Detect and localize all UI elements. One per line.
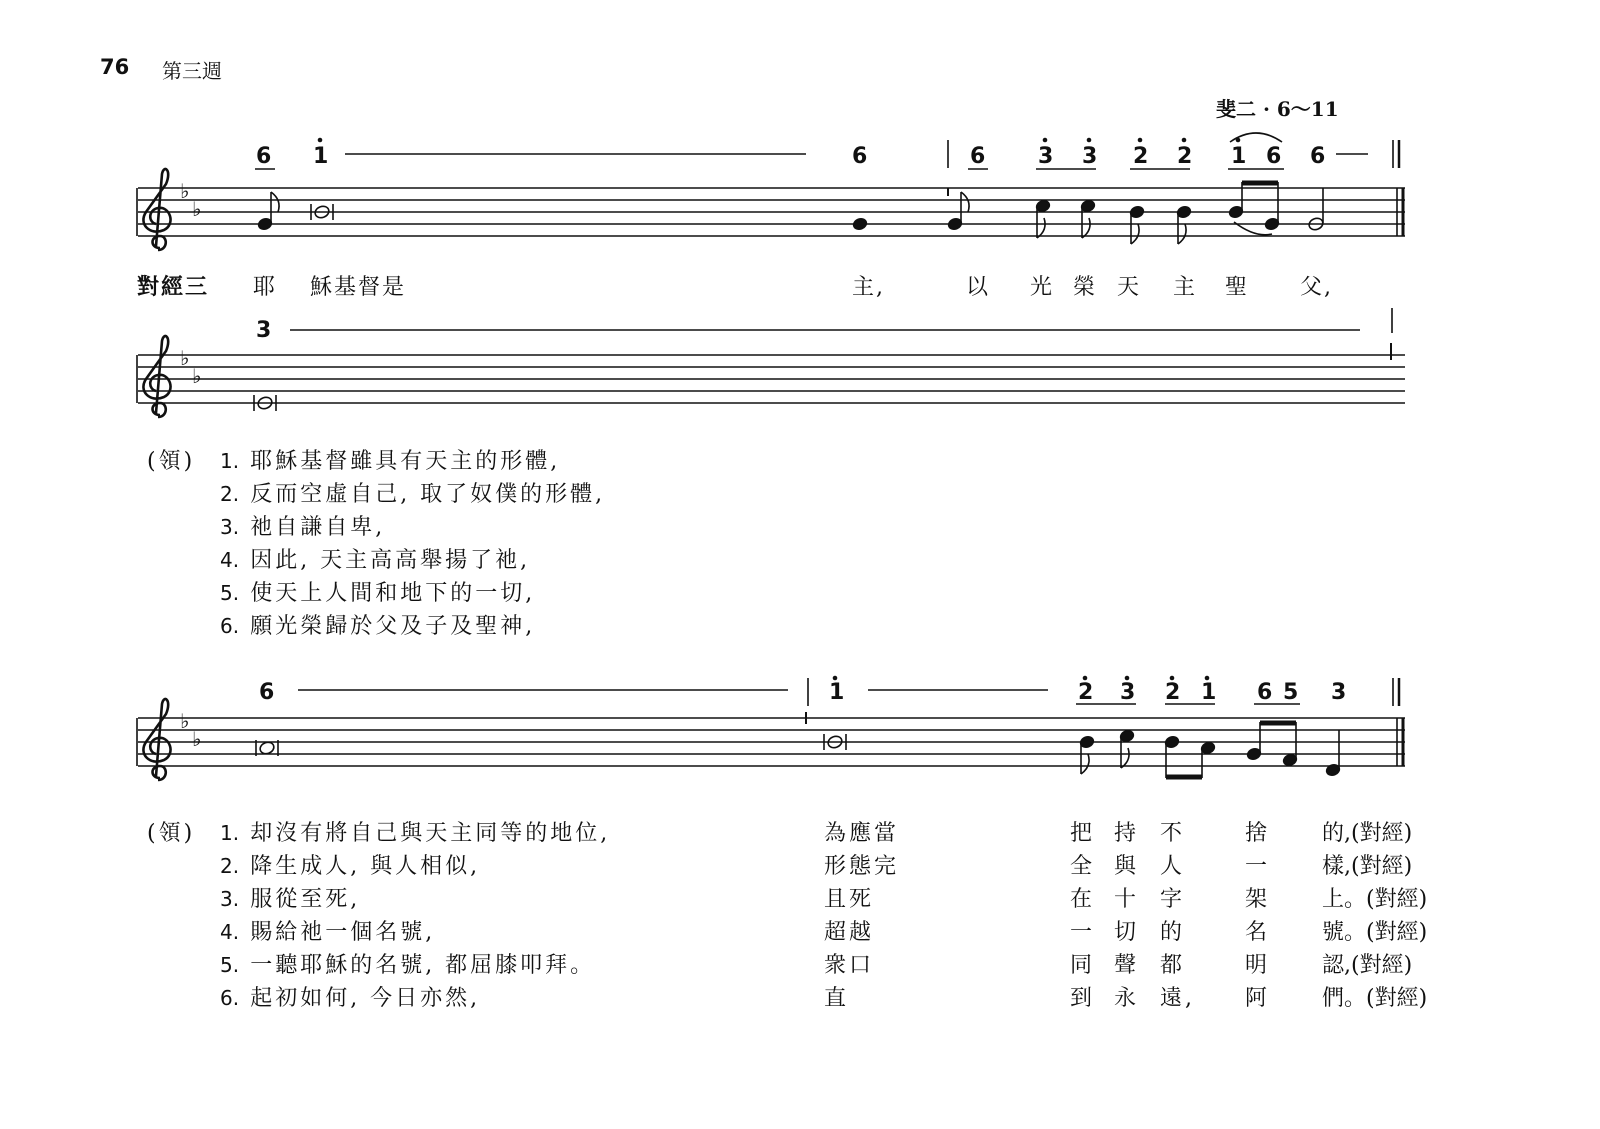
verse-number: 2. bbox=[220, 854, 240, 878]
svg-text:♭: ♭ bbox=[192, 727, 202, 751]
verse-cell: 架 bbox=[1245, 887, 1271, 912]
verse-line bbox=[220, 849, 480, 880]
verse-number: 6. bbox=[220, 614, 240, 638]
verse-mid: 衆口 bbox=[824, 953, 875, 978]
svg-text:♭: ♭ bbox=[180, 709, 190, 733]
verse-cell: 把 bbox=[1070, 821, 1096, 846]
verse-cell: 人 bbox=[1160, 854, 1186, 879]
jianpu-number: 5 bbox=[1283, 680, 1299, 705]
verse-mid: 超越 bbox=[824, 920, 875, 945]
jianpu-number: 6 bbox=[259, 680, 275, 705]
verse-cell: 名 bbox=[1245, 920, 1271, 945]
verse-cell: 的,(對經) bbox=[1322, 821, 1413, 846]
verse-text: 因此, 天主高高舉揚了祂, bbox=[250, 548, 531, 573]
verse-line bbox=[220, 609, 535, 640]
verse-cell: 聲 bbox=[1114, 953, 1140, 978]
verse-cell: 的 bbox=[1160, 920, 1186, 945]
verse-text: 祂自謙自卑, bbox=[250, 515, 386, 540]
verse-mid: 形態完 bbox=[824, 854, 900, 879]
verse-cell: 在 bbox=[1070, 887, 1096, 912]
jianpu-number: 6 bbox=[1257, 680, 1273, 705]
verse-mid: 直 bbox=[824, 986, 850, 1011]
svg-text:♭: ♭ bbox=[192, 364, 202, 388]
lyric-syllable: 主, bbox=[852, 275, 885, 300]
verse-number: 1. bbox=[220, 821, 240, 845]
verse-line bbox=[220, 948, 595, 979]
verse-cell: 都 bbox=[1160, 953, 1186, 978]
verse-cell: 永 bbox=[1114, 986, 1140, 1011]
verse-cell: 與 bbox=[1114, 854, 1140, 879]
lyric-syllable: 天 bbox=[1117, 275, 1142, 300]
verse-number: 4. bbox=[220, 920, 240, 944]
jianpu-number: 2 bbox=[1078, 680, 1094, 705]
verse-cell: 十 bbox=[1114, 887, 1140, 912]
jianpu-number: 3 bbox=[1038, 144, 1054, 169]
verse-line bbox=[220, 444, 560, 475]
antiphon-label: 對經三 bbox=[137, 274, 210, 300]
verse-text: 降生成人, 與人相似, bbox=[250, 854, 481, 879]
verse-number: 6. bbox=[220, 986, 240, 1010]
verse-line bbox=[220, 981, 480, 1012]
verse-text: 耶穌基督雖具有天主的形體, bbox=[250, 449, 561, 474]
verse-text: 一聽耶穌的名號, 都屈膝叩拜。 bbox=[250, 953, 596, 978]
verse-number: 5. bbox=[220, 581, 240, 605]
verse-line bbox=[220, 816, 610, 847]
leader-label: (領) bbox=[147, 821, 196, 846]
verse-cell: 到 bbox=[1070, 986, 1096, 1011]
verse-cell: 捨 bbox=[1245, 821, 1271, 846]
verse-cell: 一 bbox=[1245, 854, 1271, 879]
verse-cell: 號。(對經) bbox=[1322, 920, 1428, 945]
verse-line bbox=[220, 576, 535, 607]
verse-text: 反而空虛自己, 取了奴僕的形體, bbox=[250, 482, 606, 507]
jianpu-number: 6 bbox=[256, 144, 272, 169]
verse-text: 起初如何, 今日亦然, bbox=[250, 986, 481, 1011]
verse-cell: 樣,(對經) bbox=[1322, 854, 1413, 879]
jianpu-number: 3 bbox=[1331, 680, 1347, 705]
verse-line bbox=[220, 915, 435, 946]
staff-3 bbox=[137, 712, 1405, 766]
lyric-syllable: 主 bbox=[1173, 275, 1198, 300]
jianpu-number: 3 bbox=[1082, 144, 1098, 169]
verse-number: 4. bbox=[220, 548, 240, 572]
jianpu-number: 2 bbox=[1177, 144, 1193, 169]
jianpu-number: 3 bbox=[256, 318, 272, 343]
verse-cell: 遠, bbox=[1160, 986, 1195, 1011]
verse-line bbox=[220, 477, 605, 508]
verse-line bbox=[220, 882, 360, 913]
verse-cell: 字 bbox=[1160, 887, 1186, 912]
jianpu-number: 2 bbox=[1165, 680, 1181, 705]
verse-mid: 為應當 bbox=[824, 821, 900, 846]
verse-text: 賜給祂一個名號, bbox=[250, 920, 436, 945]
svg-text:♭: ♭ bbox=[180, 179, 190, 203]
verse-number: 1. bbox=[220, 449, 240, 473]
jianpu-number: 1 bbox=[313, 144, 329, 169]
verse-mid: 且死 bbox=[824, 887, 875, 912]
verse-text: 使天上人間和地下的一切, bbox=[250, 581, 536, 606]
verse-number: 3. bbox=[220, 887, 240, 911]
verse-cell: 切 bbox=[1114, 920, 1140, 945]
verse-line bbox=[220, 510, 385, 541]
jianpu-number: 2 bbox=[1133, 144, 1149, 169]
verse-text: 願光榮歸於父及子及聖神, bbox=[250, 614, 536, 639]
lyric-syllable: 穌基督是 bbox=[310, 275, 407, 300]
verse-cell: 阿 bbox=[1245, 986, 1271, 1011]
verse-cell: 上。(對經) bbox=[1322, 887, 1428, 912]
staff-1 bbox=[137, 188, 1405, 236]
verse-number: 2. bbox=[220, 482, 240, 506]
verse-cell: 們。(對經) bbox=[1322, 986, 1428, 1011]
jianpu-number: 1 bbox=[1201, 680, 1217, 705]
leader-label: (領) bbox=[147, 449, 196, 474]
lyric-syllable: 以 bbox=[966, 275, 991, 300]
page-number: 76 bbox=[100, 55, 130, 79]
jianpu-number: 6 bbox=[970, 144, 986, 169]
svg-text:♭: ♭ bbox=[180, 346, 190, 370]
verse-cell: 不 bbox=[1160, 821, 1186, 846]
jianpu-number: 6 bbox=[1266, 144, 1282, 169]
jianpu-number: 1 bbox=[1231, 144, 1247, 169]
lyric-syllable: 耶 bbox=[253, 275, 278, 300]
verse-cell: 持 bbox=[1114, 821, 1140, 846]
verse-cell: 同 bbox=[1070, 953, 1096, 978]
verse-text: 却沒有將自己與天主同等的地位, bbox=[250, 821, 611, 846]
jianpu-number: 3 bbox=[1120, 680, 1136, 705]
scripture-reference: 斐二 · 6～11 bbox=[1216, 97, 1339, 121]
lyric-syllable: 榮 bbox=[1073, 275, 1098, 300]
staff-2 bbox=[137, 343, 1405, 403]
verse-text: 服從至死, bbox=[250, 887, 361, 912]
verse-cell: 認,(對經) bbox=[1322, 953, 1413, 978]
svg-text:♭: ♭ bbox=[192, 197, 202, 221]
jianpu-number: 1 bbox=[829, 680, 845, 705]
verse-number: 3. bbox=[220, 515, 240, 539]
verse-number: 5. bbox=[220, 953, 240, 977]
lyric-syllable: 光 bbox=[1030, 275, 1055, 300]
verse-cell: 全 bbox=[1070, 854, 1096, 879]
verse-cell: 一 bbox=[1070, 920, 1096, 945]
verse-cell: 明 bbox=[1245, 953, 1271, 978]
lyric-syllable: 聖 bbox=[1225, 275, 1250, 300]
lyric-syllable: 父, bbox=[1300, 275, 1333, 300]
section-title: 第三週 bbox=[162, 59, 222, 83]
verse-line bbox=[220, 543, 530, 574]
jianpu-number: 6 bbox=[852, 144, 868, 169]
jianpu-number: 6 bbox=[1310, 144, 1326, 169]
